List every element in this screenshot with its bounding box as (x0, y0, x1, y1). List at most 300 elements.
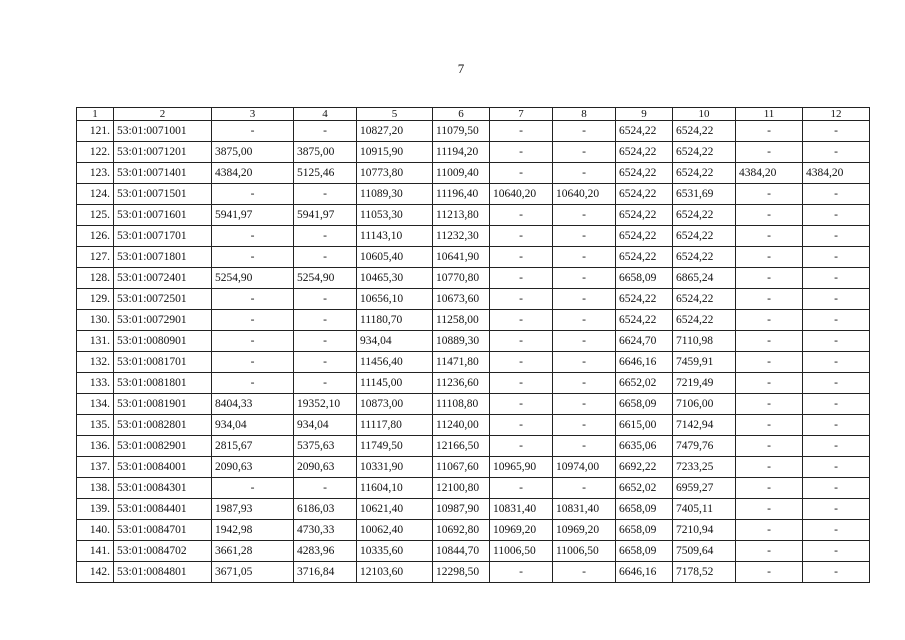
value-cell: 6524,22 (616, 205, 673, 226)
value-cell: 11456,40 (357, 352, 433, 373)
value-cell: - (490, 478, 553, 499)
value-cell: - (736, 226, 803, 247)
value-cell: - (803, 268, 870, 289)
value-cell: - (212, 310, 294, 331)
value-cell: - (294, 478, 357, 499)
value-cell: 10640,20 (553, 184, 616, 205)
table-row (77, 121, 870, 142)
value-cell: 6524,22 (616, 247, 673, 268)
value-cell: - (553, 352, 616, 373)
value-cell: 5254,90 (212, 268, 294, 289)
value-cell: 6692,22 (616, 457, 673, 478)
row-number-cell: 131. (77, 331, 114, 352)
value-cell: 6524,22 (616, 121, 673, 142)
value-cell: - (212, 373, 294, 394)
cadastral-number-cell: 53:01:0071601 (114, 205, 212, 226)
value-cell: 3671,05 (212, 562, 294, 583)
value-cell: - (212, 289, 294, 310)
value-cell: 6524,22 (616, 163, 673, 184)
table-row (77, 184, 870, 205)
cadastral-number-cell: 53:01:0084801 (114, 562, 212, 583)
value-cell: - (553, 289, 616, 310)
table-row (77, 247, 870, 268)
value-cell: - (803, 205, 870, 226)
value-cell: - (490, 394, 553, 415)
value-cell: - (736, 268, 803, 289)
value-cell: 10331,90 (357, 457, 433, 478)
value-cell: - (803, 520, 870, 541)
value-cell: - (212, 331, 294, 352)
value-cell: 6524,22 (673, 310, 736, 331)
value-cell: 6524,22 (673, 226, 736, 247)
column-header-7: 7 (490, 108, 553, 121)
value-cell: - (803, 415, 870, 436)
value-cell: 10640,20 (490, 184, 553, 205)
table-row (77, 352, 870, 373)
value-cell: 10873,00 (357, 394, 433, 415)
value-cell: 7459,91 (673, 352, 736, 373)
value-cell: - (736, 289, 803, 310)
value-cell: 10889,30 (433, 331, 490, 352)
value-cell: - (736, 520, 803, 541)
value-cell: 10605,40 (357, 247, 433, 268)
cadastral-number-cell: 53:01:0081801 (114, 373, 212, 394)
value-cell: 10987,90 (433, 499, 490, 520)
value-cell: 6658,09 (616, 499, 673, 520)
value-cell: 11749,50 (357, 436, 433, 457)
value-cell: 11194,20 (433, 142, 490, 163)
value-cell: 7233,25 (673, 457, 736, 478)
value-cell: - (490, 562, 553, 583)
value-cell: - (212, 121, 294, 142)
value-cell: - (490, 247, 553, 268)
value-cell: 11067,60 (433, 457, 490, 478)
value-cell: 7219,49 (673, 373, 736, 394)
value-cell: 11117,80 (357, 415, 433, 436)
value-cell: - (736, 499, 803, 520)
value-cell: - (490, 331, 553, 352)
cadastral-number-cell: 53:01:0071501 (114, 184, 212, 205)
value-cell: - (736, 184, 803, 205)
value-cell: 3661,28 (212, 541, 294, 562)
row-number-cell: 140. (77, 520, 114, 541)
value-cell: 4384,20 (212, 163, 294, 184)
value-cell: - (490, 121, 553, 142)
value-cell: - (212, 226, 294, 247)
value-cell: - (736, 373, 803, 394)
value-cell: - (294, 373, 357, 394)
value-cell: 5941,97 (294, 205, 357, 226)
table-row (77, 205, 870, 226)
value-cell: - (294, 289, 357, 310)
value-cell: 12103,60 (357, 562, 433, 583)
value-cell: - (294, 226, 357, 247)
value-cell: - (736, 352, 803, 373)
value-cell: - (553, 331, 616, 352)
value-cell: - (553, 226, 616, 247)
row-number-cell: 124. (77, 184, 114, 205)
table-header (77, 108, 870, 121)
table-row (77, 436, 870, 457)
table-row (77, 142, 870, 163)
value-cell: - (294, 310, 357, 331)
value-cell: 6646,16 (616, 562, 673, 583)
cadastral-number-cell: 53:01:0082901 (114, 436, 212, 457)
value-cell: - (553, 163, 616, 184)
column-header-1: 1 (77, 108, 114, 121)
column-header-12: 12 (803, 108, 870, 121)
value-cell: - (803, 541, 870, 562)
cadastral-number-cell: 53:01:0071201 (114, 142, 212, 163)
value-cell: 6652,02 (616, 478, 673, 499)
table-row (77, 268, 870, 289)
value-cell: - (553, 436, 616, 457)
value-cell: 12166,50 (433, 436, 490, 457)
page-number: 7 (457, 61, 465, 76)
value-cell: - (736, 205, 803, 226)
column-header-5: 5 (357, 108, 433, 121)
value-cell: - (490, 163, 553, 184)
value-cell: - (736, 247, 803, 268)
value-cell: 7210,94 (673, 520, 736, 541)
value-cell: 5125,46 (294, 163, 357, 184)
cadastral-number-cell: 53:01:0084301 (114, 478, 212, 499)
row-number-cell: 136. (77, 436, 114, 457)
value-cell: 6524,22 (673, 121, 736, 142)
cadastral-number-cell: 53:01:0081701 (114, 352, 212, 373)
table-row (77, 226, 870, 247)
value-cell: 10062,40 (357, 520, 433, 541)
value-cell: - (212, 478, 294, 499)
value-cell: - (803, 373, 870, 394)
value-cell: 10673,60 (433, 289, 490, 310)
value-cell: 10641,90 (433, 247, 490, 268)
row-number-cell: 127. (77, 247, 114, 268)
value-cell: 10844,70 (433, 541, 490, 562)
cadastral-number-cell: 53:01:0084401 (114, 499, 212, 520)
cadastral-number-cell: 53:01:0071401 (114, 163, 212, 184)
value-cell: 6658,09 (616, 541, 673, 562)
value-cell: 7509,64 (673, 541, 736, 562)
value-cell: 11258,00 (433, 310, 490, 331)
value-cell: 11213,80 (433, 205, 490, 226)
value-cell: - (803, 478, 870, 499)
value-cell: - (490, 373, 553, 394)
value-cell: - (803, 247, 870, 268)
row-number-cell: 139. (77, 499, 114, 520)
column-header-9: 9 (616, 108, 673, 121)
value-cell: - (736, 142, 803, 163)
value-cell: 6524,22 (673, 247, 736, 268)
row-number-cell: 133. (77, 373, 114, 394)
row-number-cell: 135. (77, 415, 114, 436)
row-number-cell: 142. (77, 562, 114, 583)
cadastral-number-cell: 53:01:0084701 (114, 520, 212, 541)
value-cell: - (736, 415, 803, 436)
value-cell: - (553, 394, 616, 415)
value-cell: 11240,00 (433, 415, 490, 436)
value-cell: 11108,80 (433, 394, 490, 415)
row-number-cell: 126. (77, 226, 114, 247)
cadastral-number-cell: 53:01:0081901 (114, 394, 212, 415)
value-cell: 19352,10 (294, 394, 357, 415)
value-cell: - (490, 226, 553, 247)
value-cell: 10621,40 (357, 499, 433, 520)
value-cell: - (803, 226, 870, 247)
value-cell: - (803, 121, 870, 142)
value-cell: 2090,63 (212, 457, 294, 478)
cadastral-number-cell: 53:01:0080901 (114, 331, 212, 352)
value-cell: - (736, 310, 803, 331)
value-cell: 11180,70 (357, 310, 433, 331)
table-row (77, 289, 870, 310)
table-row (77, 415, 870, 436)
value-cell: - (803, 142, 870, 163)
value-cell: 6524,22 (616, 289, 673, 310)
value-cell: 7479,76 (673, 436, 736, 457)
value-cell: 11604,10 (357, 478, 433, 499)
value-cell: 3716,84 (294, 562, 357, 583)
value-cell: - (803, 289, 870, 310)
value-cell: - (803, 352, 870, 373)
value-cell: 10656,10 (357, 289, 433, 310)
row-number-cell: 129. (77, 289, 114, 310)
row-number-cell: 128. (77, 268, 114, 289)
value-cell: 6658,09 (616, 520, 673, 541)
value-cell: - (803, 310, 870, 331)
row-number-cell: 125. (77, 205, 114, 226)
table-row (77, 310, 870, 331)
value-cell: 10827,20 (357, 121, 433, 142)
value-cell: - (490, 415, 553, 436)
table-row (77, 541, 870, 562)
cadastral-number-cell: 53:01:0071001 (114, 121, 212, 142)
column-header-10: 10 (673, 108, 736, 121)
value-cell: - (736, 457, 803, 478)
value-cell: - (294, 331, 357, 352)
cadastral-number-cell: 53:01:0084702 (114, 541, 212, 562)
column-header-6: 6 (433, 108, 490, 121)
value-cell: - (490, 310, 553, 331)
column-header-3: 3 (212, 108, 294, 121)
row-number-cell: 130. (77, 310, 114, 331)
value-cell: - (212, 352, 294, 373)
value-cell: 5254,90 (294, 268, 357, 289)
value-cell: - (553, 562, 616, 583)
value-cell: 1987,93 (212, 499, 294, 520)
row-number-cell: 138. (77, 478, 114, 499)
value-cell: 5941,97 (212, 205, 294, 226)
value-cell: 6635,06 (616, 436, 673, 457)
value-cell: - (736, 562, 803, 583)
value-cell: - (803, 436, 870, 457)
cadastral-number-cell: 53:01:0072501 (114, 289, 212, 310)
row-number-cell: 122. (77, 142, 114, 163)
table-row (77, 457, 870, 478)
value-cell: 10965,90 (490, 457, 553, 478)
value-cell: - (553, 142, 616, 163)
value-cell: - (803, 499, 870, 520)
value-cell: 6865,24 (673, 268, 736, 289)
table-row (77, 562, 870, 583)
value-cell: 4283,96 (294, 541, 357, 562)
value-cell: - (736, 436, 803, 457)
table-body (77, 121, 870, 583)
value-cell: 6524,22 (616, 142, 673, 163)
value-cell: 10969,20 (490, 520, 553, 541)
value-cell: - (736, 121, 803, 142)
value-cell: - (553, 121, 616, 142)
value-cell: 4384,20 (803, 163, 870, 184)
value-cell: 10969,20 (553, 520, 616, 541)
value-cell: 7405,11 (673, 499, 736, 520)
value-cell: 6524,22 (616, 226, 673, 247)
value-cell: 6524,22 (616, 310, 673, 331)
value-cell: - (212, 184, 294, 205)
value-cell: - (553, 247, 616, 268)
value-cell: 7178,52 (673, 562, 736, 583)
value-cell: 10335,60 (357, 541, 433, 562)
cadastral-number-cell: 53:01:0072901 (114, 310, 212, 331)
value-cell: - (803, 184, 870, 205)
value-cell: 6524,22 (616, 184, 673, 205)
row-number-cell: 121. (77, 121, 114, 142)
value-cell: 5375,63 (294, 436, 357, 457)
value-cell: 10773,80 (357, 163, 433, 184)
data-table (76, 107, 870, 583)
column-header-8: 8 (553, 108, 616, 121)
value-cell: 6658,09 (616, 268, 673, 289)
value-cell: 8404,33 (212, 394, 294, 415)
row-number-cell: 137. (77, 457, 114, 478)
row-number-cell: 141. (77, 541, 114, 562)
value-cell: 6624,70 (616, 331, 673, 352)
value-cell: 11079,50 (433, 121, 490, 142)
value-cell: 6652,02 (616, 373, 673, 394)
value-cell: - (736, 541, 803, 562)
value-cell: 934,04 (357, 331, 433, 352)
value-cell: 7110,98 (673, 331, 736, 352)
value-cell: - (736, 394, 803, 415)
column-header-2: 2 (114, 108, 212, 121)
column-header-11: 11 (736, 108, 803, 121)
value-cell: - (736, 478, 803, 499)
value-cell: 6524,22 (673, 142, 736, 163)
value-cell: 12100,80 (433, 478, 490, 499)
cadastral-number-cell: 53:01:0082801 (114, 415, 212, 436)
header-row (77, 108, 870, 121)
value-cell: - (803, 331, 870, 352)
value-cell: 6658,09 (616, 394, 673, 415)
column-header-4: 4 (294, 108, 357, 121)
value-cell: 12298,50 (433, 562, 490, 583)
value-cell: - (490, 436, 553, 457)
value-cell: - (803, 457, 870, 478)
value-cell: - (553, 478, 616, 499)
value-cell: - (490, 205, 553, 226)
value-cell: 7142,94 (673, 415, 736, 436)
value-cell: 3875,00 (294, 142, 357, 163)
table-row (77, 331, 870, 352)
value-cell: 3875,00 (212, 142, 294, 163)
value-cell: - (294, 247, 357, 268)
value-cell: - (803, 562, 870, 583)
value-cell: 4384,20 (736, 163, 803, 184)
table-row (77, 373, 870, 394)
value-cell: 11006,50 (490, 541, 553, 562)
row-number-cell: 134. (77, 394, 114, 415)
table-row (77, 394, 870, 415)
value-cell: 10770,80 (433, 268, 490, 289)
table-row (77, 520, 870, 541)
value-cell: - (212, 247, 294, 268)
value-cell: - (490, 289, 553, 310)
row-number-cell: 123. (77, 163, 114, 184)
table-row (77, 499, 870, 520)
value-cell: - (803, 394, 870, 415)
cadastral-number-cell: 53:01:0072401 (114, 268, 212, 289)
value-cell: - (553, 415, 616, 436)
value-cell: - (490, 352, 553, 373)
value-cell: 10915,90 (357, 142, 433, 163)
value-cell: 6186,03 (294, 499, 357, 520)
value-cell: - (294, 184, 357, 205)
value-cell: 10465,30 (357, 268, 433, 289)
value-cell: 4730,33 (294, 520, 357, 541)
row-number-cell: 132. (77, 352, 114, 373)
cadastral-number-cell: 53:01:0071801 (114, 247, 212, 268)
value-cell: 934,04 (212, 415, 294, 436)
value-cell: 934,04 (294, 415, 357, 436)
value-cell: - (490, 268, 553, 289)
value-cell: 6524,22 (673, 289, 736, 310)
value-cell: 11143,10 (357, 226, 433, 247)
value-cell: - (490, 142, 553, 163)
value-cell: 10692,80 (433, 520, 490, 541)
value-cell: 11053,30 (357, 205, 433, 226)
value-cell: 10974,00 (553, 457, 616, 478)
value-cell: 11145,00 (357, 373, 433, 394)
value-cell: 6959,27 (673, 478, 736, 499)
value-cell: 6646,16 (616, 352, 673, 373)
table-row (77, 163, 870, 184)
value-cell: 11089,30 (357, 184, 433, 205)
value-cell: - (553, 373, 616, 394)
value-cell: 11006,50 (553, 541, 616, 562)
value-cell: 10831,40 (553, 499, 616, 520)
value-cell: - (736, 331, 803, 352)
value-cell: 1942,98 (212, 520, 294, 541)
value-cell: 10831,40 (490, 499, 553, 520)
value-cell: 2815,67 (212, 436, 294, 457)
value-cell: 11236,60 (433, 373, 490, 394)
value-cell: 2090,63 (294, 457, 357, 478)
value-cell: - (553, 268, 616, 289)
value-cell: 11009,40 (433, 163, 490, 184)
cadastral-number-cell: 53:01:0071701 (114, 226, 212, 247)
value-cell: 6524,22 (673, 205, 736, 226)
value-cell: 6531,69 (673, 184, 736, 205)
value-cell: 6615,00 (616, 415, 673, 436)
value-cell: 11196,40 (433, 184, 490, 205)
value-cell: 11471,80 (433, 352, 490, 373)
value-cell: - (553, 310, 616, 331)
value-cell: - (294, 121, 357, 142)
value-cell: - (553, 205, 616, 226)
value-cell: 7106,00 (673, 394, 736, 415)
table-row (77, 478, 870, 499)
value-cell: 11232,30 (433, 226, 490, 247)
